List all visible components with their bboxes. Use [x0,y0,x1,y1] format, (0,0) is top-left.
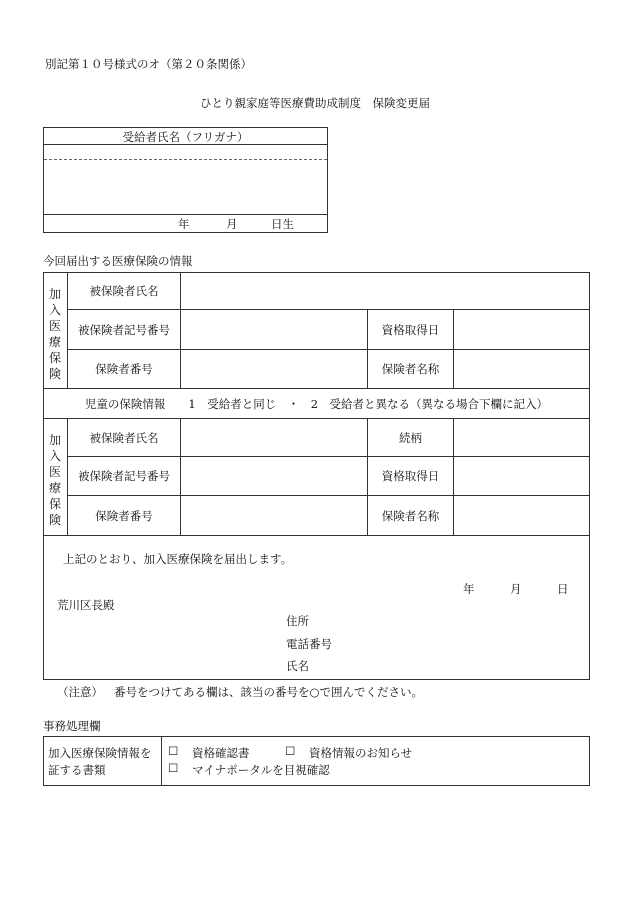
declaration-date-month: 月 [510,582,522,596]
checkbox-qualification-notice[interactable]: ☐ [285,744,296,758]
insurance2-insured-name-label: 被保険者氏名 [89,430,159,445]
office-doc-label-line1: 加入医療保険情報を [48,746,152,760]
insurance1-insurer-number-label: 保険者番号 [95,362,153,376]
insurance2-side-label: 加入医療保険 [48,433,61,527]
address-field[interactable] [330,610,580,628]
declaration-date-day: 日 [557,582,569,596]
dob-month: 月 [226,217,238,231]
insurance1-insurer-name-label: 保険者名称 [381,362,440,376]
office-doc-label-line2: 証する書類 [48,763,106,777]
insurance1-symbol-number-label: 被保険者記号番号 [78,322,170,337]
section-title: 今回届出する医療保険の情報 [43,254,193,268]
insurance1-insurer-number-field[interactable] [182,351,366,387]
phone-label: 電話番号 [286,637,332,651]
recipient-dob-divider [43,214,328,215]
note-label: （注意） [57,685,103,699]
insurance2-relationship-label: 続柄 [399,430,422,445]
insurance2-symbol-number-field[interactable] [182,458,366,494]
office-title: 事務処理欄 [43,719,101,733]
address-label: 住所 [286,614,309,628]
insurance2-insurer-number-field[interactable] [182,497,366,534]
checkbox-qualification-certificate[interactable]: ☐ [168,744,179,758]
insurance2-symbol-number-label: 被保険者記号番号 [78,469,170,483]
recipient-name-field[interactable] [46,162,325,212]
option-mynaportal: マイナポータルを目視確認 [192,763,330,777]
child-insurance-options[interactable]: 児童の保険情報 1 受給者と同じ ・ 2 受給者と異なる（異なる場合下欄に記入） [84,396,549,411]
dob-year: 年 [178,217,190,231]
insurance2-insurer-name-field[interactable] [455,497,588,534]
name-label: 氏名 [286,659,309,673]
option-qualification-certificate: 資格確認書 [192,746,250,760]
recipient-divider [43,144,328,145]
insurance2-insurer-number-label: 保険者番号 [95,508,153,523]
phone-field[interactable] [345,633,580,651]
declaration-date-year: 年 [463,582,475,596]
insurance2-insured-name-field[interactable] [182,420,366,455]
name-field[interactable] [320,655,580,673]
form-number: 別記第１０号様式のオ（第２０条関係） [45,57,252,71]
dob-day: 日生 [271,217,294,231]
insurance1-qualification-date-field[interactable] [455,311,588,348]
insurance2-insurer-name-label: 保険者名称 [381,508,440,523]
insurance1-insured-name-label: 被保険者氏名 [89,284,159,298]
recipient-furigana-field[interactable] [46,146,325,158]
recipient-name-label: 受給者氏名（フリガナ） [122,130,249,144]
declaration-statement: 上記のとおり、加入医療保険を届出します。 [63,552,293,566]
checkbox-mynaportal[interactable]: ☐ [168,761,179,775]
insurance1-insured-name-field[interactable] [182,274,588,308]
office-box [43,736,590,786]
form-title: ひとり親家庭等医療費助成制度 保険変更届 [200,96,430,110]
insurance2-relationship-field[interactable] [455,420,588,455]
insurance1-side-label: 加入医療保険 [48,287,61,381]
insurance1-qualification-date-label: 資格取得日 [381,322,440,337]
insurance2-qualification-date-label: 資格取得日 [381,469,440,483]
insurance1-insurer-name-field[interactable] [455,351,588,387]
insurance1-symbol-number-field[interactable] [182,311,366,348]
note-text: 番号をつけてある欄は、該当の番号を○で囲んでください。 [114,685,424,699]
insurance2-qualification-date-field[interactable] [455,458,588,494]
addressee: 荒川区長殿 [57,598,115,612]
recipient-furigana-divider [44,159,327,160]
option-qualification-notice: 資格情報のお知らせ [309,746,413,760]
